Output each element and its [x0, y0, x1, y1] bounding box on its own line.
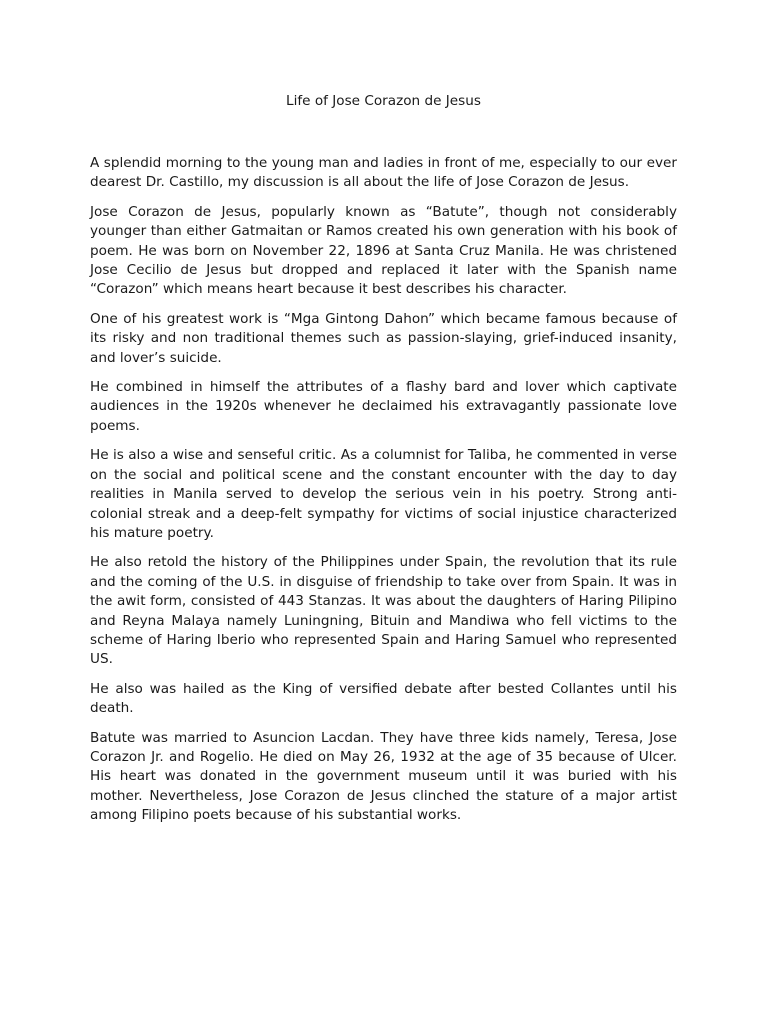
paragraph-critic: He is also a wise and senseful critic. As a columnist for Taliba, he commented in verse on the social and political scene and the constant encounter with the day to day realities in Manila served to develop the serious vein in his poetry. Strong anti-colonial streak and a deep-felt sympathy for victims of social injustice characterized his mature poetry. — [90, 447, 677, 541]
paragraph-bard-and-lover: He combined in himself the attributes of a flashy bard and lover which captivate audiences in the 1920s whenever he declaimed his extravagantly passionate love poems. — [90, 379, 677, 434]
paragraph-greeting: A splendid morning to the young man and ladies in front of me, especially to our ever dearest Dr. Castillo, my discussion is all about the life of Jose Corazon de Jesus. — [90, 155, 677, 191]
document-title: Life of Jose Corazon de Jesus — [286, 93, 481, 109]
paragraph-debate-king: He also was hailed as the King of versified debate after bested Collantes until his death. — [90, 680, 677, 717]
paragraph-greatest-work: One of his greatest work is “Mga Gintong Dahon” which became famous because of its risky and non traditional themes such as passion-slaying, grief-induced insanity, and lover’s suicide. — [90, 310, 677, 366]
document-body — [90, 154, 677, 836]
paragraph-family-and-death: Batute was married to Asuncion Lacdan. They have three kids namely, Teresa, Jose Corazon Jr. and Rogelio. He died on May 26, 1932 at the age of 35 because of Ulcer. His heart was donated in the government museum until it was buried with his mother. Nevertheless, Jose Corazon de Jesus clinched the stature of a major artist among Filipino poets because of his substantial works. — [90, 729, 677, 824]
paragraph-history: He also retold the history of the Philippines under Spain, the revolution that its rule and the coming of the U.S. in disguise of friendship to take over from Spain. It was in the awit form, consisted of 443 Stanzas. It was about the daughters of Haring Pilipino and Reyna Malaya namely Luningning, Bituin and Mandiwa who fell victims to the scheme of Haring Iberio who represented Spain and Haring Samuel who represented US. — [90, 554, 677, 668]
paragraph-biography: Jose Corazon de Jesus, popularly known as “Batute”, though not considerably younger than either Gatmaitan or Ramos created his own generation with his book of poem. He was born on November 22, 1896 at Santa Cruz Manila. He was christened Jose Cecilio de Jesus but dropped and replaced it later with the Spanish name “Corazon” which means heart because it best describes his character. — [90, 203, 677, 298]
